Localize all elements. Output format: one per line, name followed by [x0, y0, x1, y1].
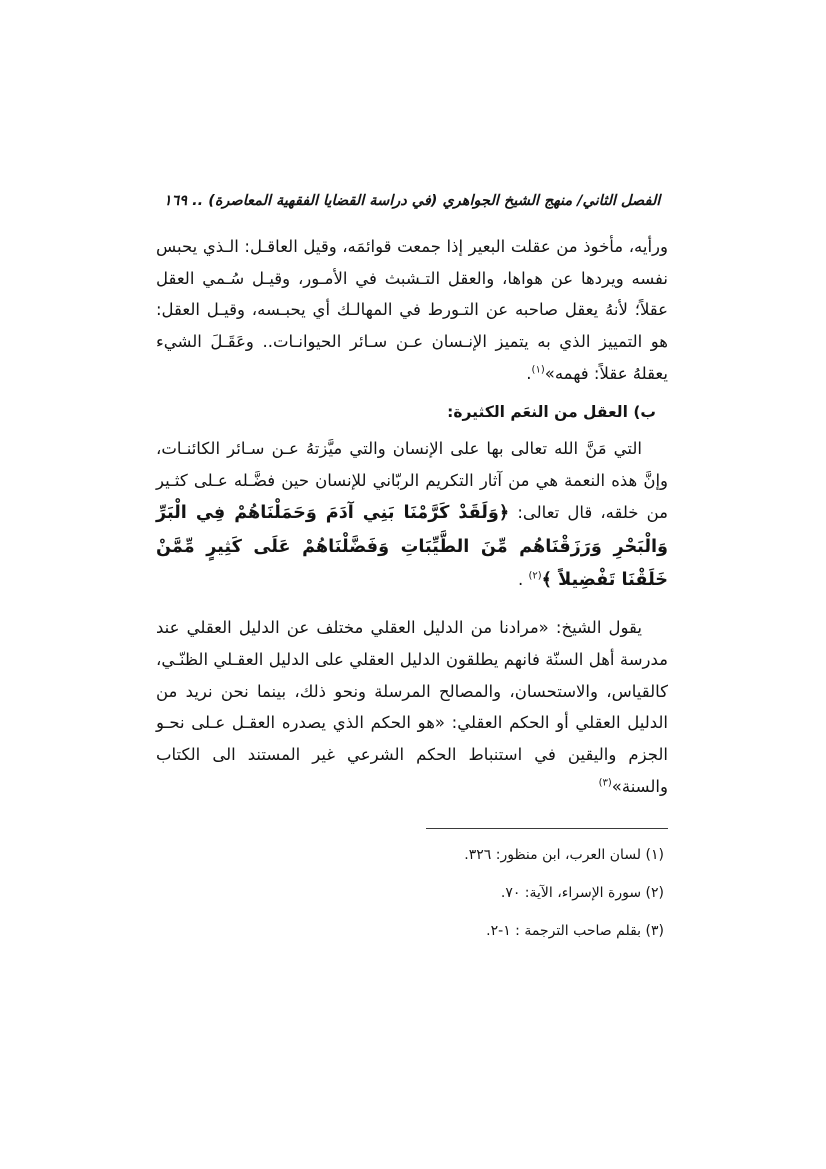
footnote-item: (٣) بقلم صاحب الترجمة : ١-٢. — [486, 923, 664, 940]
footnote-separator — [426, 828, 668, 829]
footnote-item: (١) لسان العرب، ابن منظور: ٣٢٦. — [464, 847, 664, 864]
paragraph — [156, 433, 668, 598]
paragraph — [156, 231, 668, 389]
footnote-ref-1: (١) — [531, 364, 545, 376]
footnotes-block — [156, 845, 668, 942]
footnote-ref-2: (٢) — [528, 570, 542, 582]
page-content — [156, 193, 668, 959]
running-header: الفصل الثاني/ منهج الشيخ الجواهري (في دراسة القضايا الفقهية المعاصرة) .. ١٦٩ — [163, 193, 661, 209]
paragraph-text: يقول الشيخ: «مرادنا من الدليل العقلي مختلف عن الدليل العقلي عند مدرسة أهل السنّة فانهم يطلقون الدليل العقلي على الدليل العقـلي الظنّـي، كالقياس، والاستحسان، والمصالح المرسلة ونحو ذلك، بينما نحن نريد من الدليل العقلي أو الحكم العقلي: «هو الحكم الذي يصدره العقـل عـلى نحـو الجزم واليقين في استنباط الحكم الشرعي غير المستند الى الكتاب والسنة» — [156, 618, 668, 796]
quran-verse: ﴿وَلَقَدْ كَرَّمْنَا بَنِي آدَمَ وَحَمَلْنَاهُمْ فِي الْبَرِّ وَالْبَحْرِ وَرَزَقْنَاهُم مِّنَ الطَّيِّبَاتِ وَفَضَّلْنَاهُمْ عَلَى كَثِيرٍ مِّمَّنْ خَلَقْنَا تَفْضِيلاً ﴾ — [156, 502, 668, 591]
paragraph-tail: . — [526, 363, 532, 383]
paragraph-text: ورأيه، مأخوذ من عقلت البعير إذا جمعت قوائمَه، وقيل العاقـل: الـذي يحبس نفسه ويردها عن هواها، والعقل التـشبث في الأمـور، وقيـل سُـمي العقل عقلاً؛ لأنهُ يعقل صاحبه عن التـورط في المهالـك أي يحبـسه، وقيـل العقل: هو التمييز الذي به يتميز الإنـسان عـن سـائر الحيوانـات.. وعَقَـلَ الشيء يعقلهُ عقلاً: فهمه» — [156, 237, 668, 383]
section-heading: ب) العقل من النعَم الكثيرة: — [447, 403, 656, 422]
paragraph — [156, 612, 668, 802]
footnote-ref-3: (٣) — [598, 777, 612, 789]
paragraph-text: التي مَنَّ الله تعالى بها على الإنسان والتي ميَّزتهُ عـن سـائر الكائنـات، وإنَّ هذه النعمة هي من آثار التكريم الربّاني للإنسان حين فضَّـله عـلى كثـير من خلقه، قال تعالى: — [156, 439, 668, 522]
paragraph-tail: . — [517, 570, 529, 590]
footnote-item: (٢) سورة الإسراء، الآية: ٧٠. — [500, 885, 664, 902]
